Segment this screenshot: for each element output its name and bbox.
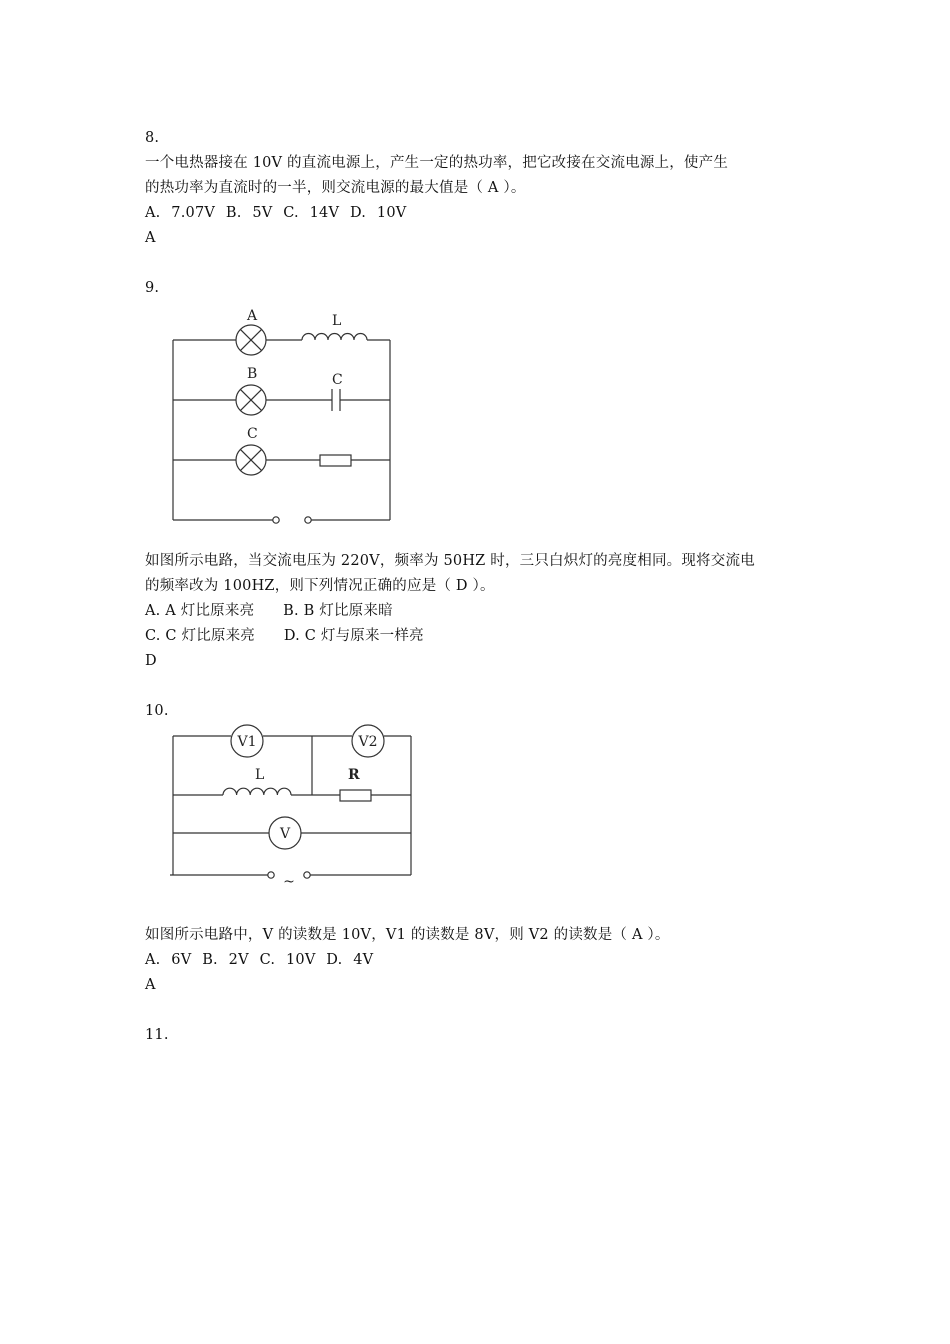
lamp-b-icon — [236, 385, 266, 415]
inductor-label: L — [332, 313, 342, 329]
lamp-a-icon — [236, 325, 266, 355]
inductor-label: L — [255, 767, 265, 783]
question-8-options: A. 7.07V B. 5V C. 14V D. 10V — [145, 205, 407, 221]
question-9-stem-line-1: 如图所示电路，当交流电压为 220V，频率为 50HZ 时，三只白炽灯的亮度相同。现将交流电 — [145, 553, 755, 569]
voltmeter-v2-label: V2 — [358, 734, 378, 750]
ac-source-symbol: ~ — [283, 874, 295, 890]
lamp-b-branch — [173, 366, 390, 415]
voltmeter-v — [269, 817, 301, 849]
ac-source-terminals — [173, 517, 390, 523]
lamp-c-icon — [236, 445, 266, 475]
question-10-options: A. 6V B. 2V C. 10V D. 4V — [145, 952, 374, 968]
lamp-c-branch — [173, 426, 390, 475]
question-10-number: 10. — [145, 703, 169, 719]
inductor-icon — [223, 788, 291, 795]
voltmeter-v1-label: V1 — [237, 734, 257, 750]
question-9-options-line-1: A. A 灯比原来亮 B. B 灯比原来暗 — [145, 603, 393, 619]
question-9-answer: D — [145, 653, 157, 669]
voltmeter-v1 — [231, 725, 263, 757]
question-8-stem-line-2: 的热功率为直流时的一半，则交流电源的最大值是（ A ）。 — [145, 180, 526, 196]
lamp-c-label: C — [247, 426, 258, 442]
voltmeter-v2 — [352, 725, 384, 757]
question-8-stem-line-1: 一个电热器接在 10V 的直流电源上，产生一定的热功率，把它改接在交流电源上，使产生 — [145, 155, 729, 171]
question-10-answer: A — [145, 977, 156, 993]
question-9-number: 9. — [145, 280, 160, 296]
resistor-icon — [340, 790, 371, 801]
question-10-circuit-diagram — [160, 715, 430, 895]
question-9-circuit-diagram — [160, 300, 410, 535]
question-9-stem-line-2: 的频率改为 100HZ，则下列情况正确的应是（ D ）。 — [145, 578, 495, 594]
ac-source-terminals — [170, 872, 411, 890]
voltmeter-v-label: V — [279, 826, 291, 842]
capacitor-icon — [332, 389, 340, 411]
lamp-a-branch — [173, 308, 390, 355]
lamp-b-label: B — [247, 366, 258, 382]
question-9-options-line-2: C. C 灯比原来亮 D. C 灯与原来一样亮 — [145, 628, 424, 644]
inductor-icon — [302, 334, 367, 341]
question-11-number: 11. — [145, 1027, 169, 1043]
resistor-icon — [320, 455, 351, 466]
question-8-answer: A — [145, 230, 156, 246]
capacitor-label: C — [332, 372, 343, 388]
question-10-stem: 如图所示电路中，V 的读数是 10V，V1 的读数是 8V，则 V2 的读数是（ A ）。 — [145, 927, 670, 943]
question-8-number: 8. — [145, 130, 160, 146]
resistor-label: R — [348, 767, 360, 783]
lamp-a-label: A — [247, 308, 258, 324]
